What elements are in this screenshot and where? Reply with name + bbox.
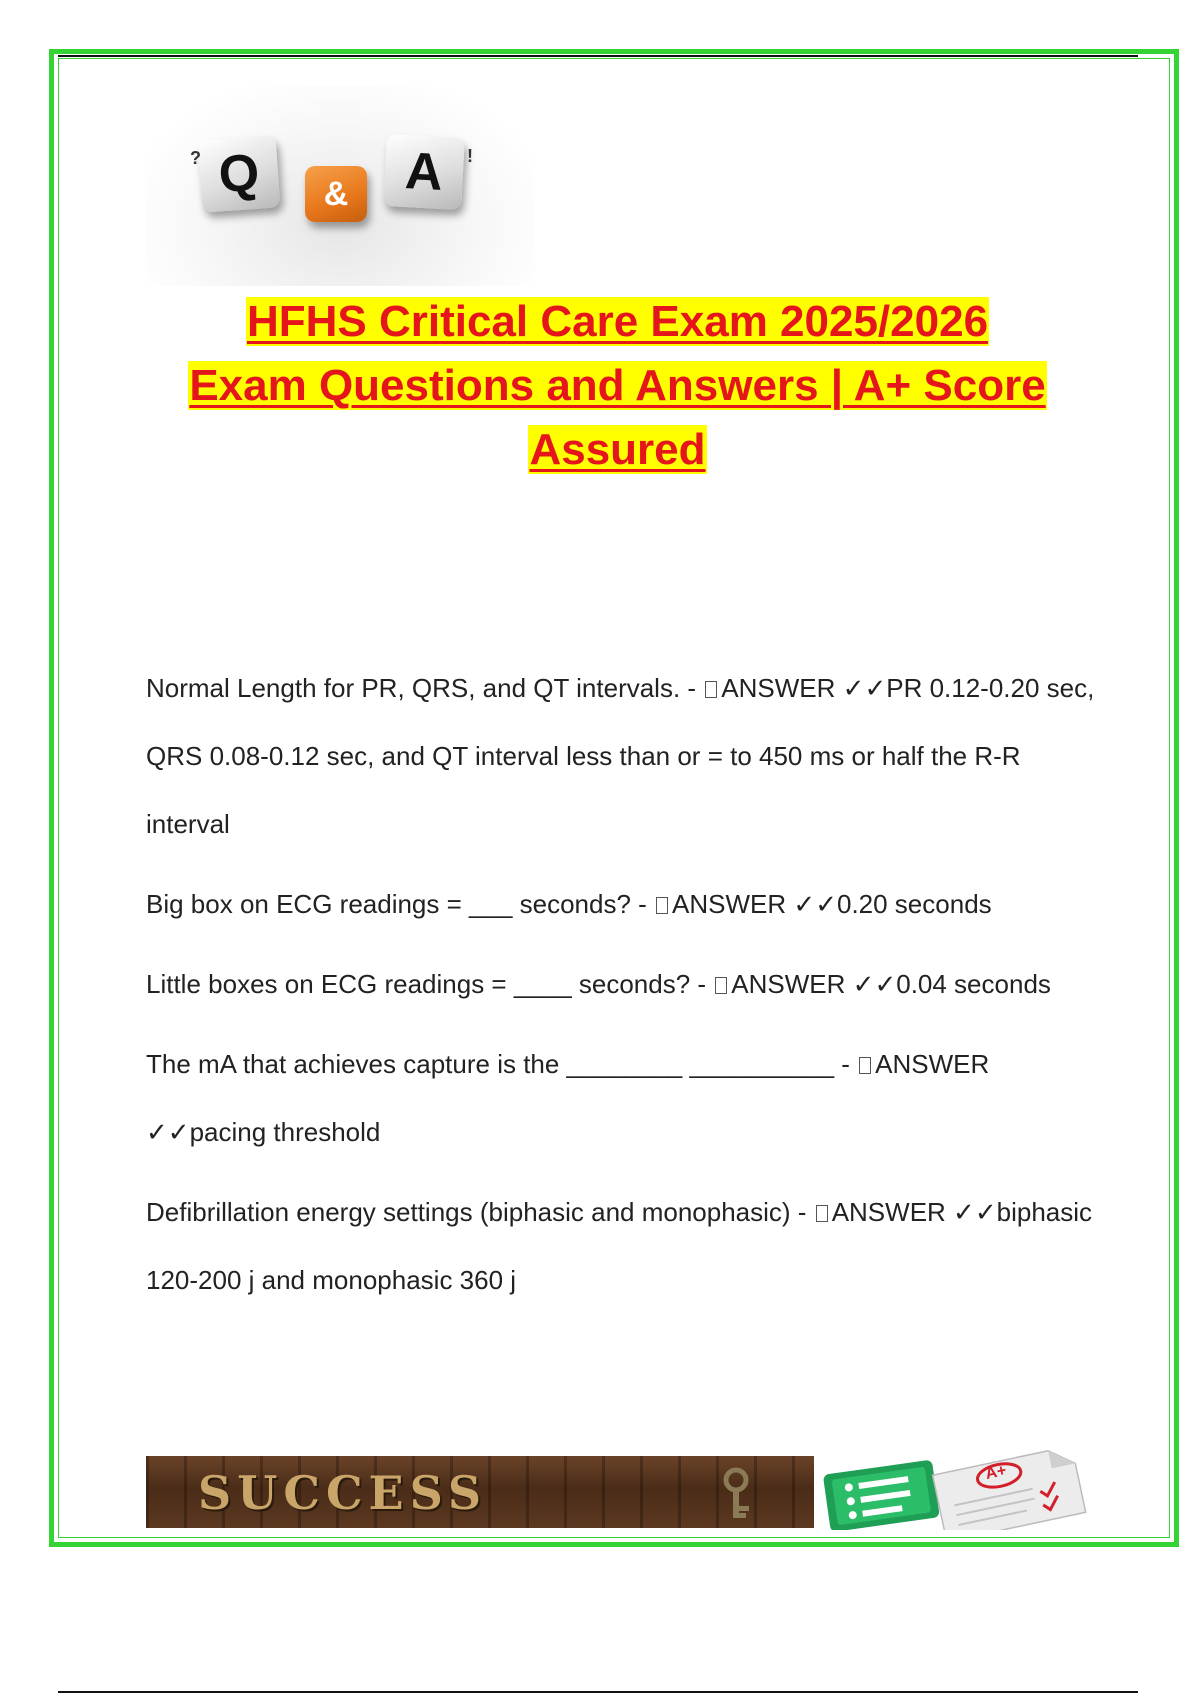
grade-badge: A+ xyxy=(983,1462,1008,1484)
question-text: The mA that achieves capture is the ________ __________ xyxy=(146,1049,835,1079)
check-icon: ✓✓ xyxy=(146,1117,190,1147)
question-text: Big box on ECG readings = ___ seconds? xyxy=(146,889,631,919)
answer-text: biphasic 120-200 j and monophasic 360 j xyxy=(146,1197,1093,1295)
title-line-3: Assured xyxy=(529,425,706,474)
question-text: Defibrillation energy settings (biphasic and monophasic) xyxy=(146,1197,791,1227)
check-icon: ✓✓ xyxy=(953,1197,997,1227)
answer-label: ANSWER xyxy=(875,1049,990,1079)
q-cube xyxy=(198,135,281,212)
box-icon xyxy=(715,977,727,994)
amp-cube xyxy=(305,166,367,222)
a-cube xyxy=(383,134,465,210)
box-icon xyxy=(705,681,717,698)
question-text: Normal Length for PR, QRS, and QT intervals. xyxy=(146,673,681,703)
q-letter: Q xyxy=(216,143,262,205)
box-icon xyxy=(816,1205,828,1222)
answer-label: ANSWER xyxy=(731,969,846,999)
question-mark-icon: ? xyxy=(190,148,201,168)
question-text: Little boxes on ECG readings = ____ seconds? xyxy=(146,969,691,999)
qa-item: The mA that achieves capture is the ________ __________ - ANSWER ✓✓pacing threshold xyxy=(146,1049,990,1147)
answer-label: ANSWER xyxy=(721,673,836,703)
qa-item: Little boxes on ECG readings = ____ seconds? - ANSWER ✓✓0.04 seconds xyxy=(146,969,1051,999)
check-icon: ✓✓ xyxy=(852,969,897,999)
amp-letter: & xyxy=(323,174,349,213)
exclamation-icon: ! xyxy=(467,146,473,166)
a-letter: A xyxy=(403,142,445,202)
answer-text: 0.04 seconds xyxy=(896,969,1051,999)
graded-paper-icon xyxy=(818,1448,1090,1530)
qa-item: Defibrillation energy settings (biphasic and monophasic) - ANSWER ✓✓biphasic 120-200 j and monophasic 360 j xyxy=(146,1197,1093,1295)
title-line-1: HFHS Critical Care Exam 2025/2026 xyxy=(246,297,989,346)
bottom-rule xyxy=(58,1691,1138,1693)
qa-logo xyxy=(145,86,535,286)
answer-text: 0.20 seconds xyxy=(836,889,992,919)
answer-label: ANSWER xyxy=(831,1197,946,1227)
check-icon: ✓✓ xyxy=(842,673,887,703)
answer-text: PR 0.12-0.20 sec, QRS 0.08-0.12 sec, and QT interval less than or = to 450 ms or half the R-R interval xyxy=(146,673,1095,839)
key-icon xyxy=(706,1466,766,1522)
success-text: SUCCESS xyxy=(198,1466,488,1520)
box-icon xyxy=(656,897,668,914)
answer-label: ANSWER xyxy=(672,889,787,919)
box-icon xyxy=(859,1057,871,1074)
qa-item: Normal Length for PR, QRS, and QT intervals. - ANSWER ✓✓PR 0.12-0.20 sec, QRS 0.08-0.12 sec, and QT interval less than or = to 450 ms or half the R-R interval xyxy=(146,673,1095,839)
title-line-2: Exam Questions and Answers | A+ Score xyxy=(189,361,1046,410)
qa-item: Big box on ECG readings = ___ seconds? - ANSWER ✓✓0.20 seconds xyxy=(146,889,992,919)
answer-text: pacing threshold xyxy=(189,1117,381,1147)
success-banner xyxy=(146,1456,814,1528)
page-title xyxy=(140,290,1095,482)
qa-list xyxy=(146,654,1096,1326)
check-icon: ✓✓ xyxy=(793,889,837,919)
